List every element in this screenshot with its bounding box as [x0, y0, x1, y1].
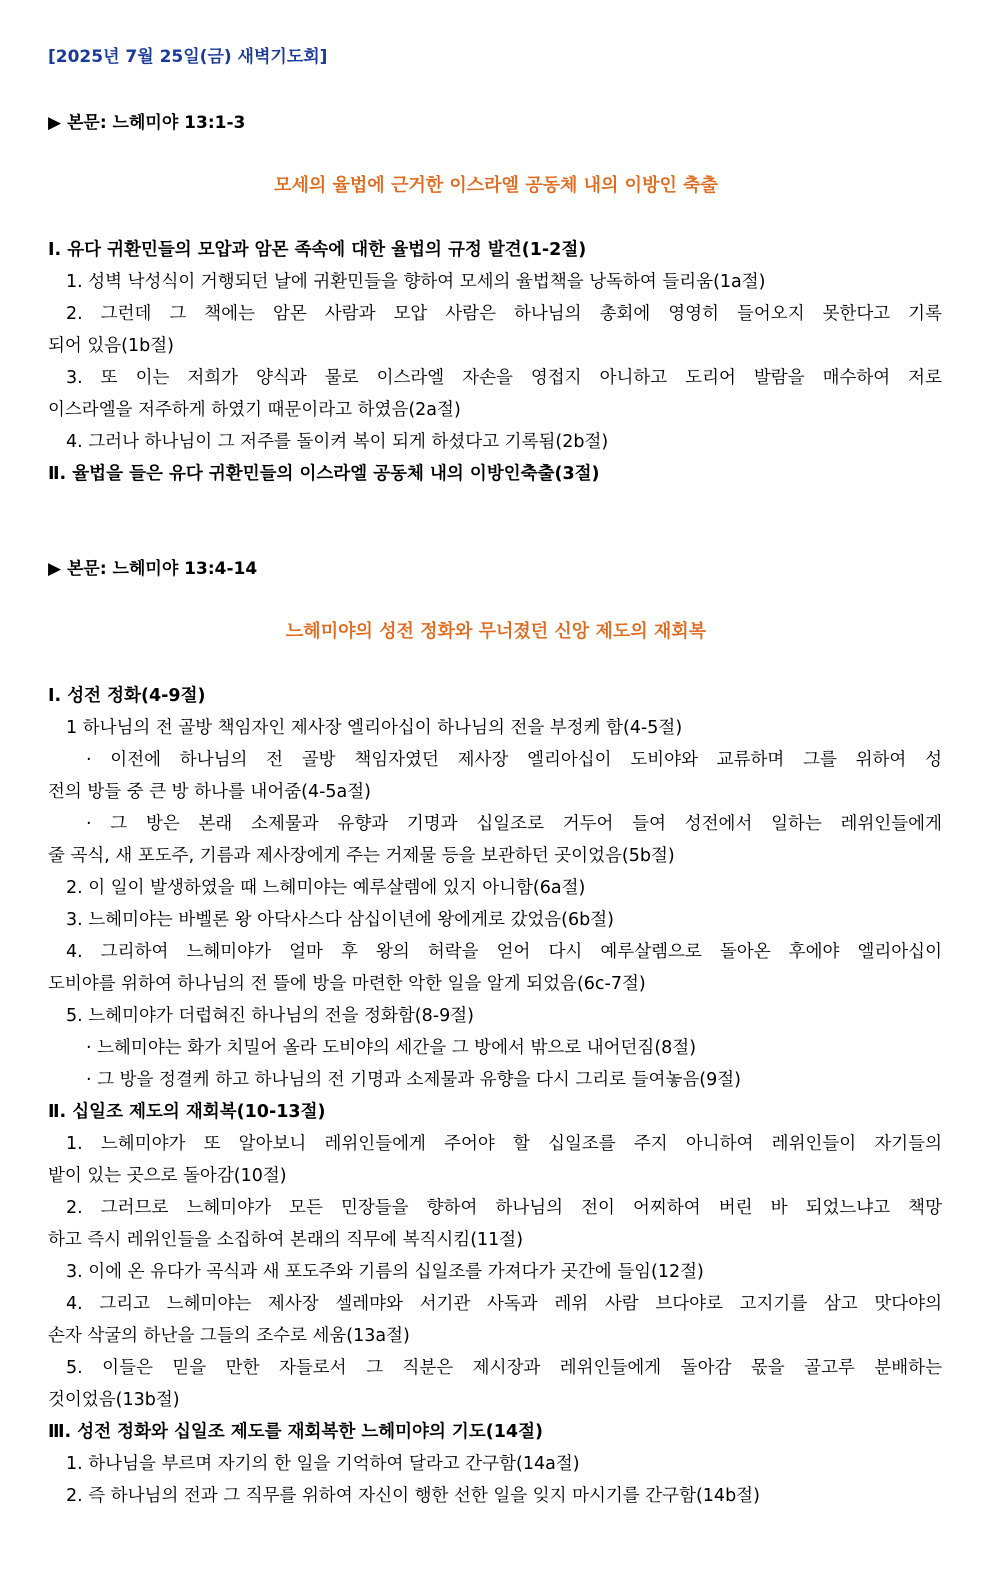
outline-subitem: · 이전에 하나님의 전 골방 책임자였던 제사장 엘리아십이 도비야와 교류하며 그를 위하여 성 — [86, 750, 942, 770]
outline-item: 2. 그러므로 느헤미야가 모든 민장들을 향하여 하나님의 전이 어찌하여 버린 바 되었느냐고 책망 — [66, 1198, 942, 1218]
outline-heading: Ⅰ. 유다 귀환민들의 모압과 암몬 족속에 대한 율법의 규정 발견(1-2절) — [48, 240, 587, 260]
outline-subitem: · 느헤미야는 화가 치밀어 올라 도비야의 세간을 그 방에서 밖으로 내어던짐(8절) — [86, 1038, 697, 1058]
sermon-title-1: 모세의 율법에 근거한 이스라엘 공동체 내의 이방인 축출 — [274, 175, 718, 196]
outline-heading: Ⅲ. 성전 정화와 십일조 제도를 재회복한 느헤미야의 기도(14절) — [48, 1422, 544, 1442]
outline-item-continued: 것이었음(13b절) — [48, 1390, 180, 1410]
outline-item: 4. 그리하여 느헤미야가 얼마 후 왕의 허락을 얻어 다시 예루살렘으로 돌아온 후에야 엘리아십이 — [66, 942, 942, 962]
outline-item-continued: 도비야를 위하여 하나님의 전 뜰에 방을 마련한 악한 일을 알게 되었음(6c-7절) — [48, 974, 646, 994]
outline-item: 5. 이들은 믿을 만한 자들로서 그 직분은 제시장과 레위인들에게 돌아감 몫을 골고루 분배하는 — [66, 1358, 942, 1378]
outline-item-continued: 손자 삭굴의 하난을 그들의 조수로 세움(13a절) — [48, 1326, 410, 1346]
outline-item: 4. 그리고 느헤미야는 제사장 셀레먀와 서기관 사독과 레위 사람 브다야로 고지기를 삼고 맛다야의 — [66, 1294, 942, 1314]
outline-heading: Ⅰ. 성전 정화(4-9절) — [48, 686, 206, 706]
outline-item: 3. 또 이는 저희가 양식과 물로 이스라엘 자손을 영접지 아니하고 도리어 발람을 매수하여 저로 — [66, 368, 942, 388]
outline-item: 2. 이 일이 발생하였을 때 느헤미야는 예루살렘에 있지 아니함(6a절) — [66, 878, 586, 898]
scripture-reference-2: ▶ 본문: 느헤미야 13:4-14 — [48, 559, 258, 579]
outline-item: 4. 그러나 하나님이 그 저주를 돌이켜 복이 되게 하셨다고 기록됨(2b절) — [66, 432, 609, 452]
outline-subitem: · 그 방을 정결케 하고 하나님의 전 기명과 소제물과 유향을 다시 그리로 들여놓음(9절) — [86, 1070, 741, 1090]
outline-item-continued: 하고 즉시 레위인들을 소집하여 본래의 직무에 복직시킴(11절) — [48, 1230, 524, 1250]
outline-item: 2. 즉 하나님의 전과 그 직무를 위하여 자신이 행한 선한 일을 잊지 마시기를 간구함(14b절) — [66, 1486, 760, 1506]
outline-item-continued: 전의 방들 중 큰 방 하나를 내어줌(4-5a절) — [48, 782, 372, 802]
outline-item: 1 하나님의 전 골방 책임자인 제사장 엘리아십이 하나님의 전을 부정케 함(4-5절) — [66, 718, 683, 738]
outline-item: 2. 그런데 그 책에는 암몬 사람과 모압 사람은 하나님의 총회에 영영히 들어오지 못한다고 기록 — [66, 304, 942, 324]
outline-item: 3. 이에 온 유다가 곡식과 새 포도주와 기름의 십일조를 가져다가 곳간에 들임(12절) — [66, 1262, 704, 1282]
outline-subitem: · 그 방은 본래 소제물과 유향과 기명과 십일조로 거두어 들여 성전에서 일하는 레위인들에게 — [86, 814, 942, 834]
outline-item-continued: 되어 있음(1b절) — [48, 336, 174, 356]
service-date-header: [2025년 7월 25일(금) 새벽기도회] — [48, 47, 328, 67]
sermon-title-2: 느헤미야의 성전 정화와 무너졌던 신앙 제도의 재회복 — [285, 621, 707, 642]
outline-item: 1. 느헤미야가 또 알아보니 레위인들에게 주어야 할 십일조를 주지 아니하여 레위인들이 자기들의 — [66, 1134, 942, 1154]
outline-heading: Ⅱ. 십일조 제도의 재회복(10-13절) — [48, 1102, 326, 1122]
outline-item-continued: 줄 곡식, 새 포도주, 기름과 제사장에게 주는 거제물 등을 보관하던 곳이었음(5b절) — [48, 846, 675, 866]
scripture-reference-1: ▶ 본문: 느헤미야 13:1-3 — [48, 113, 246, 133]
outline-heading: Ⅱ. 율법을 들은 유다 귀환민들의 이스라엘 공동체 내의 이방인축출(3절) — [48, 464, 600, 484]
outline-item-continued: 이스라엘을 저주하게 하였기 때문이라고 하였음(2a절) — [48, 400, 461, 420]
outline-item: 1. 하나님을 부르며 자기의 한 일을 기억하여 달라고 간구함(14a절) — [66, 1454, 580, 1474]
outline-item: 5. 느헤미야가 더럽혀진 하나님의 전을 정화함(8-9절) — [66, 1006, 474, 1026]
outline-item: 3. 느헤미야는 바벨론 왕 아닥사스다 삼십이년에 왕에게로 갔었음(6b절) — [66, 910, 614, 930]
outline-item: 1. 성벽 낙성식이 거행되던 날에 귀환민들을 향하여 모세의 율법책을 낭독하여 들리움(1a절) — [66, 272, 766, 292]
outline-item-continued: 밭이 있는 곳으로 돌아감(10절) — [48, 1166, 287, 1186]
